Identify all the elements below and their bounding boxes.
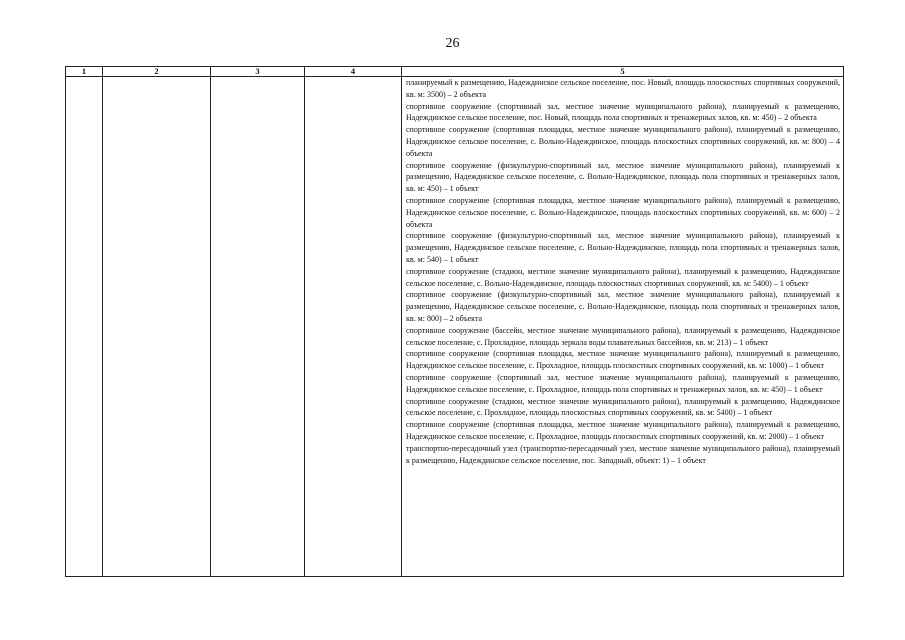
table-row (66, 77, 844, 577)
column-1-cell (66, 77, 103, 577)
list-item: спортивное сооружение (спортивная площадка, местное значение муниципального района), планируемый к размещению, Надеждинское сельское поселение, с. Прохладное, площадь плоскостных спортивных сооружений, кв. м: 1000) – 1 объект (406, 349, 840, 371)
column-header-1: 1 (66, 67, 103, 77)
list-item: транспортно-пересадочный узел (транспортно-пересадочный узел, местное значение муниципального района), планируемый к размещению, Надеждинское сельское поселение, пос. Западный, объект: 1) – 1 объект (406, 443, 840, 465)
list-item: спортивное сооружение (спортивная площадка, местное значение муниципального района), планируемый к размещению, Надеждинское сельское поселение, с. Вольно-Надеждинское, площадь плоскостных спортивных сооружений, кв. м: 800) – 4 объекта (406, 125, 840, 158)
list-item: спортивное сооружение (бассейн, местное значение муниципального района), планируемый к размещению, Надеждинское сельское поселение, с. Прохладное, площадь зеркала воды плавательных бассейнов, кв. м: 213) – 1 объект (406, 325, 840, 347)
column-header-5: 5 (402, 67, 844, 77)
column-4-cell (305, 77, 402, 577)
list-item: спортивное сооружение (физкультурно-спортивный зал, местное значение муниципального района), планируемый к размещению, Надеждинское сельское поселение, с. Вольно-Надеждинское, площадь пола спортивных и тренажерных залов, кв. м: 800) – 2 объекта (406, 290, 840, 323)
column-5-cell (402, 77, 844, 577)
list-item: спортивное сооружение (спортивный зал, местное значение муниципального района), планируемый к размещению, Надеждинское сельское поселение, пос. Новый, площадь пола спортивных и тренажерных залов, кв. м: 450) – 2 объекта (406, 101, 840, 123)
header-row (66, 67, 844, 77)
column-header-4: 4 (305, 67, 402, 77)
content-table (65, 66, 844, 577)
column-3-cell (211, 77, 305, 577)
column-header-3: 3 (211, 67, 305, 77)
list-item: спортивное сооружение (стадион, местное значение муниципального района), планируемый к размещению, Надеждинское сельское поселение, с. Прохладное, площадь плоскостных спортивных сооружений, кв. м: 5400) – 1 объект (406, 396, 840, 418)
list-item: спортивное сооружение (спортивная площадка, местное значение муниципального района), планируемый к размещению, Надеждинское сельское поселение, с. Прохладное, площадь плоскостных спортивных сооружений, кв. м: 2000) – 1 объект (406, 420, 840, 441)
list-item: спортивное сооружение (спортивный зал, местное значение муниципального района), планируемый к размещению, Надеждинское сельское поселение, с. Прохладное, площадь пола спортивных и тренажерных залов, кв. м: 450) – 1 объект (406, 372, 840, 394)
list-item: спортивное сооружение (физкультурно-спортивный зал, местное значение муниципального района), планируемый к размещению, Надеждинское сельское поселение, с. Вольно-Надеждинское, площадь пола спортивных и тренажерных залов, кв. м: 450) – 1 объект (406, 160, 840, 194)
list-item: спортивное сооружение (физкультурно-спортивный зал, местное значение муниципального района), планируемый к размещению, Надеждинское сельское поселение, с. Вольно-Надеждинское, площадь пола спортивных и тренажерных залов, кв. м: 540) – 1 объект (406, 231, 840, 264)
list-item: спортивное сооружение (спортивная площадка, местное значение муниципального района), планируемый к размещению, Надеждинское сельское поселение, с. Вольно-Надеждинское, площадь плоскостных спортивных сооружений, кв. м: 600) – 2 объекта (406, 195, 840, 229)
list-item: планируемый к размещению, Надеждинское сельское поселение, пос. Новый, площадь плоскостных спортивных сооружений, кв. м: 3500) – 2 объекта (406, 78, 840, 99)
page-number: 26 (445, 36, 460, 51)
column-2-cell (103, 77, 211, 577)
column-header-2: 2 (103, 67, 211, 77)
list-item: спортивное сооружение (стадион, местное значение муниципального района), планируемый к размещению, Надеждинское сельское поселение, с. Вольно-Надеждинское, площадь плоскостных спортивных сооружений, кв. м: 5400) – 1 объект (406, 266, 840, 288)
